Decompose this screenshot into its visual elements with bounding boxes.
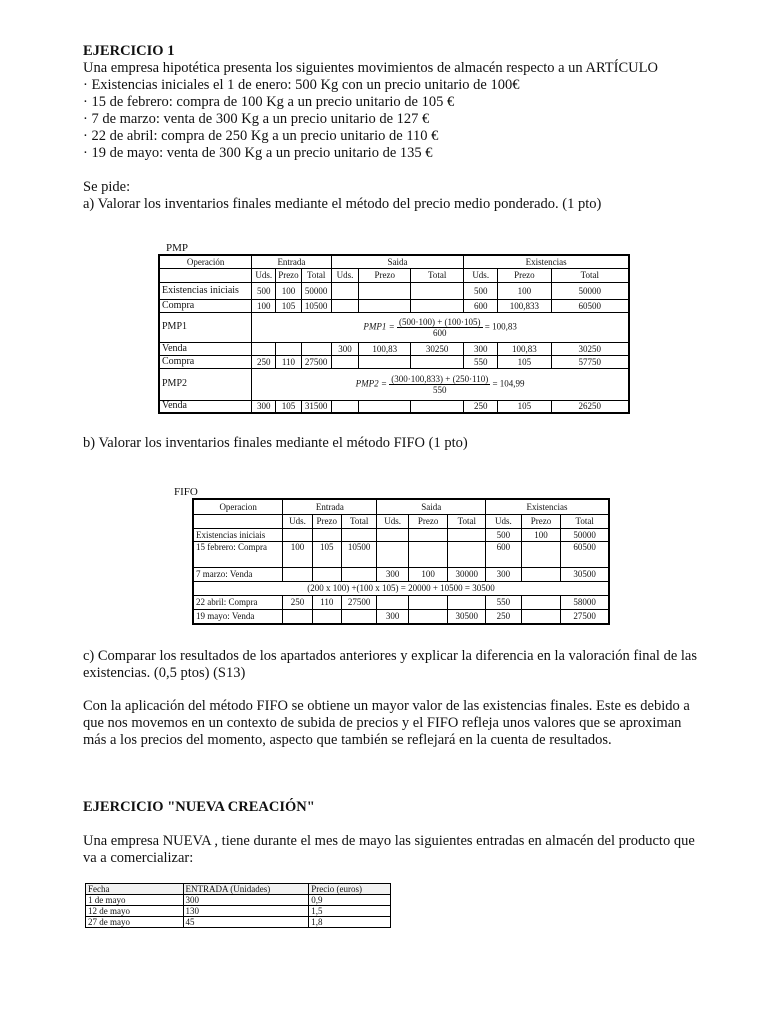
table-cell: 500 bbox=[252, 282, 276, 299]
pmp-label: PMP bbox=[166, 242, 189, 254]
table-cell: 15 febrero: Compra bbox=[193, 541, 283, 567]
table-cell bbox=[410, 299, 463, 312]
table-cell: 30250 bbox=[410, 342, 463, 355]
table-cell: Venda bbox=[159, 400, 252, 413]
table-cell: 500 bbox=[486, 528, 522, 541]
pmp2-row bbox=[159, 368, 629, 400]
table-row bbox=[86, 895, 391, 906]
table-row bbox=[159, 299, 629, 312]
table-cell: 300 bbox=[183, 895, 309, 906]
table-row bbox=[193, 595, 609, 609]
table-cell bbox=[341, 609, 377, 624]
pmp-h-operacion: Operación bbox=[159, 255, 252, 268]
table-cell: 10500 bbox=[341, 541, 377, 567]
table-cell: 300 bbox=[377, 567, 408, 581]
fifo-h-salida: Saida bbox=[377, 499, 486, 514]
table-cell: 30500 bbox=[561, 567, 609, 581]
pmp-h-salida: Saida bbox=[331, 255, 464, 268]
table-cell: 100,83 bbox=[359, 342, 410, 355]
pmp-sub: Prezo bbox=[498, 268, 552, 282]
question-c: c) Comparar los resultados de los apartados anteriores y explicar la diferencia en la valoración final de las existencias. (0,5 ptos) (S13) bbox=[83, 648, 697, 681]
table-cell: 1,8 bbox=[309, 917, 391, 928]
table-row bbox=[193, 567, 609, 581]
table-cell bbox=[408, 609, 448, 624]
table-row bbox=[86, 906, 391, 917]
table-cell: 100 bbox=[283, 541, 312, 567]
table-cell: 600 bbox=[486, 541, 522, 567]
table-cell: 250 bbox=[252, 355, 276, 368]
pmp-sub: Total bbox=[551, 268, 629, 282]
table-cell bbox=[377, 595, 408, 609]
table-cell: 300 bbox=[252, 400, 276, 413]
table-cell bbox=[377, 528, 408, 541]
table-cell: 27 de mayo bbox=[86, 917, 184, 928]
table-row bbox=[159, 355, 629, 368]
pmp-h-existencias: Existencias bbox=[464, 255, 629, 268]
pmp-sub: Uds. bbox=[464, 268, 498, 282]
table-cell: Existencias iniciais bbox=[193, 528, 283, 541]
table-cell: Compra bbox=[159, 355, 252, 368]
fifo-sub: Total bbox=[341, 514, 377, 528]
table-cell: 250 bbox=[486, 609, 522, 624]
table-cell bbox=[331, 299, 359, 312]
pmp2-label: PMP2 bbox=[159, 368, 252, 400]
table-cell: 27500 bbox=[301, 355, 331, 368]
table-cell bbox=[377, 541, 408, 567]
table-cell: 100,833 bbox=[498, 299, 552, 312]
pmp1-result: = 100,83 bbox=[484, 321, 517, 332]
table-cell bbox=[408, 528, 448, 541]
ex1-item-5: · 19 de mayo: venta de 300 Kg a un precio unitario de 135 € bbox=[83, 145, 433, 161]
table-cell: 30000 bbox=[448, 567, 486, 581]
table-cell: 12 de mayo bbox=[86, 906, 184, 917]
table-cell: 110 bbox=[312, 595, 341, 609]
table-cell bbox=[331, 400, 359, 413]
table-cell bbox=[283, 528, 312, 541]
fifo-h-entrada: Entrada bbox=[283, 499, 377, 514]
table-cell bbox=[312, 567, 341, 581]
table-cell: 250 bbox=[464, 400, 498, 413]
table-cell bbox=[359, 282, 410, 299]
table-cell: 105 bbox=[276, 400, 302, 413]
table-row bbox=[159, 400, 629, 413]
table-cell: 19 mayo: Venda bbox=[193, 609, 283, 624]
table-cell: 27500 bbox=[561, 609, 609, 624]
table-cell: 50000 bbox=[551, 282, 629, 299]
pmp2-fraction bbox=[389, 374, 490, 395]
table-cell: 45 bbox=[183, 917, 309, 928]
table-row bbox=[159, 342, 629, 355]
pmp1-formula bbox=[252, 312, 629, 342]
table-cell bbox=[341, 567, 377, 581]
table-cell: 1,5 bbox=[309, 906, 391, 917]
table-cell bbox=[312, 609, 341, 624]
fifo-sub: Prezo bbox=[521, 514, 561, 528]
table-cell: 7 marzo: Venda bbox=[193, 567, 283, 581]
table-cell bbox=[410, 282, 463, 299]
table-cell bbox=[410, 400, 463, 413]
entries-header: ENTRADA (Unidades) bbox=[183, 884, 309, 895]
table-cell bbox=[521, 541, 561, 567]
table-cell: 105 bbox=[276, 299, 302, 312]
pmp-sub: Prezo bbox=[276, 268, 302, 282]
table-cell: 27500 bbox=[341, 595, 377, 609]
table-cell: 31500 bbox=[301, 400, 331, 413]
table-row bbox=[159, 282, 629, 299]
pmp1-row bbox=[159, 312, 629, 342]
pmp-h-entrada: Entrada bbox=[252, 255, 331, 268]
ex2-title: EJERCICIO "NUEVA CREACIÓN" bbox=[83, 799, 315, 815]
table-cell: 50000 bbox=[301, 282, 331, 299]
table-row bbox=[193, 609, 609, 624]
table-cell: 300 bbox=[377, 609, 408, 624]
fifo-label: FIFO bbox=[174, 486, 198, 498]
table-cell bbox=[408, 595, 448, 609]
fifo-calc: (200 x 100) +(100 x 105) = 20000 + 10500 = 30500 bbox=[193, 581, 609, 595]
table-cell: 57750 bbox=[551, 355, 629, 368]
fifo-table bbox=[192, 498, 610, 625]
table-cell bbox=[448, 541, 486, 567]
table-cell: 130 bbox=[183, 906, 309, 917]
pmp2-denominator: 550 bbox=[432, 384, 447, 395]
table-cell bbox=[359, 299, 410, 312]
pmp-sub-empty bbox=[159, 268, 252, 282]
entries-header-row bbox=[86, 884, 391, 895]
table-cell: 10500 bbox=[301, 299, 331, 312]
pmp-sub: Total bbox=[301, 268, 331, 282]
ex2-intro: Una empresa NUEVA , tiene durante el mes de mayo las siguientes entradas en almacén del producto que va a comercializar: bbox=[83, 833, 695, 866]
question-b: b) Valorar los inventarios finales mediante el método FIFO (1 pto) bbox=[83, 435, 468, 451]
table-cell: 1 de mayo bbox=[86, 895, 184, 906]
pmp1-numerator: (500·100) + (100·105) bbox=[398, 316, 481, 327]
table-cell: 60500 bbox=[551, 299, 629, 312]
table-cell bbox=[252, 342, 276, 355]
se-pide: Se pide: bbox=[83, 179, 131, 195]
table-cell: 26250 bbox=[551, 400, 629, 413]
table-cell bbox=[521, 567, 561, 581]
ex1-title: EJERCICIO 1 bbox=[83, 43, 175, 59]
table-cell: 60500 bbox=[561, 541, 609, 567]
table-cell: 300 bbox=[464, 342, 498, 355]
table-cell: 58000 bbox=[561, 595, 609, 609]
table-cell: 100 bbox=[521, 528, 561, 541]
fifo-sub: Uds. bbox=[486, 514, 522, 528]
table-cell: 100 bbox=[252, 299, 276, 312]
fifo-h-operacion: Operacion bbox=[193, 499, 283, 514]
table-cell: 300 bbox=[486, 567, 522, 581]
table-cell: 550 bbox=[464, 355, 498, 368]
table-cell: Compra bbox=[159, 299, 252, 312]
table-cell bbox=[521, 609, 561, 624]
table-cell bbox=[408, 541, 448, 567]
table-cell bbox=[283, 567, 312, 581]
table-cell: 105 bbox=[312, 541, 341, 567]
table-cell: 30250 bbox=[551, 342, 629, 355]
pmp2-lhs: PMP2 = bbox=[355, 378, 387, 389]
ex1-intro: Una empresa hipotética presenta los siguientes movimientos de almacén respecto a un ARTÍCULO bbox=[83, 60, 658, 76]
ex1-item-1: · Existencias iniciales el 1 de enero: 500 Kg con un precio unitario de 100€ bbox=[83, 77, 520, 93]
question-a: a) Valorar los inventarios finales mediante el método del precio medio ponderado. (1 pto) bbox=[83, 196, 602, 212]
pmp-sub: Total bbox=[410, 268, 463, 282]
table-cell bbox=[312, 528, 341, 541]
fifo-h-existencias: Existencias bbox=[486, 499, 609, 514]
table-cell bbox=[359, 400, 410, 413]
fifo-sub: Uds. bbox=[283, 514, 312, 528]
table-cell: 550 bbox=[486, 595, 522, 609]
fifo-sub: Prezo bbox=[408, 514, 448, 528]
fifo-sub: Total bbox=[561, 514, 609, 528]
table-cell: 105 bbox=[498, 355, 552, 368]
table-cell bbox=[341, 528, 377, 541]
table-cell: 22 abril: Compra bbox=[193, 595, 283, 609]
fifo-calc-row bbox=[193, 581, 609, 595]
pmp2-formula bbox=[252, 368, 629, 400]
table-cell: 100 bbox=[498, 282, 552, 299]
table-cell bbox=[359, 355, 410, 368]
table-cell: 30500 bbox=[448, 609, 486, 624]
pmp-sub: Uds. bbox=[252, 268, 276, 282]
entries-header: Precio (euros) bbox=[309, 884, 391, 895]
table-cell: 600 bbox=[464, 299, 498, 312]
table-cell bbox=[283, 609, 312, 624]
pmp-sub: Uds. bbox=[331, 268, 359, 282]
table-cell: 50000 bbox=[561, 528, 609, 541]
entries-table bbox=[85, 883, 391, 928]
table-cell: 0,9 bbox=[309, 895, 391, 906]
table-cell bbox=[301, 342, 331, 355]
table-cell bbox=[331, 282, 359, 299]
table-cell bbox=[448, 595, 486, 609]
table-cell bbox=[276, 342, 302, 355]
table-cell: 110 bbox=[276, 355, 302, 368]
table-cell: 300 bbox=[331, 342, 359, 355]
table-row bbox=[86, 917, 391, 928]
pmp2-numerator: (300·100,833) + (250·110) bbox=[391, 373, 489, 384]
pmp1-label: PMP1 bbox=[159, 312, 252, 342]
fifo-sub: Total bbox=[448, 514, 486, 528]
pmp-table bbox=[158, 254, 630, 414]
table-cell bbox=[331, 355, 359, 368]
table-cell: 250 bbox=[283, 595, 312, 609]
fifo-sub-empty bbox=[193, 514, 283, 528]
ex1-item-4: · 22 de abril: compra de 250 Kg a un precio unitario de 110 € bbox=[83, 128, 439, 144]
table-row bbox=[193, 541, 609, 567]
table-cell bbox=[410, 355, 463, 368]
table-cell: Existencias iniciais bbox=[159, 282, 252, 299]
table-cell: Venda bbox=[159, 342, 252, 355]
pmp-sub: Prezo bbox=[359, 268, 410, 282]
pmp1-denominator: 600 bbox=[433, 327, 447, 338]
ex1-item-3: · 7 de marzo: venta de 300 Kg a un precio unitario de 127 € bbox=[83, 111, 430, 127]
ex1-item-2: · 15 de febrero: compra de 100 Kg a un precio unitario de 105 € bbox=[83, 94, 455, 110]
pmp1-fraction bbox=[397, 317, 483, 338]
answer-c: Con la aplicación del método FIFO se obtiene un mayor valor de las existencias finales. Este es debido a que nos movemos en un contexto de subida de precios y el FIFO refleja unos valores que se aproximan más a los precios del momento, aspecto que también se reflejará en la cuenta de resultados. bbox=[83, 698, 690, 748]
table-cell: 105 bbox=[498, 400, 552, 413]
table-cell: 100 bbox=[408, 567, 448, 581]
table-cell: 100,83 bbox=[498, 342, 552, 355]
table-row bbox=[193, 528, 609, 541]
pmp2-result: = 104,99 bbox=[492, 378, 525, 389]
table-cell: 100 bbox=[276, 282, 302, 299]
entries-header: Fecha bbox=[86, 884, 184, 895]
fifo-sub: Prezo bbox=[312, 514, 341, 528]
pmp1-lhs: PMP1 = bbox=[363, 321, 395, 332]
table-cell: 500 bbox=[464, 282, 498, 299]
table-cell bbox=[448, 528, 486, 541]
table-cell bbox=[521, 595, 561, 609]
fifo-sub: Uds. bbox=[377, 514, 408, 528]
